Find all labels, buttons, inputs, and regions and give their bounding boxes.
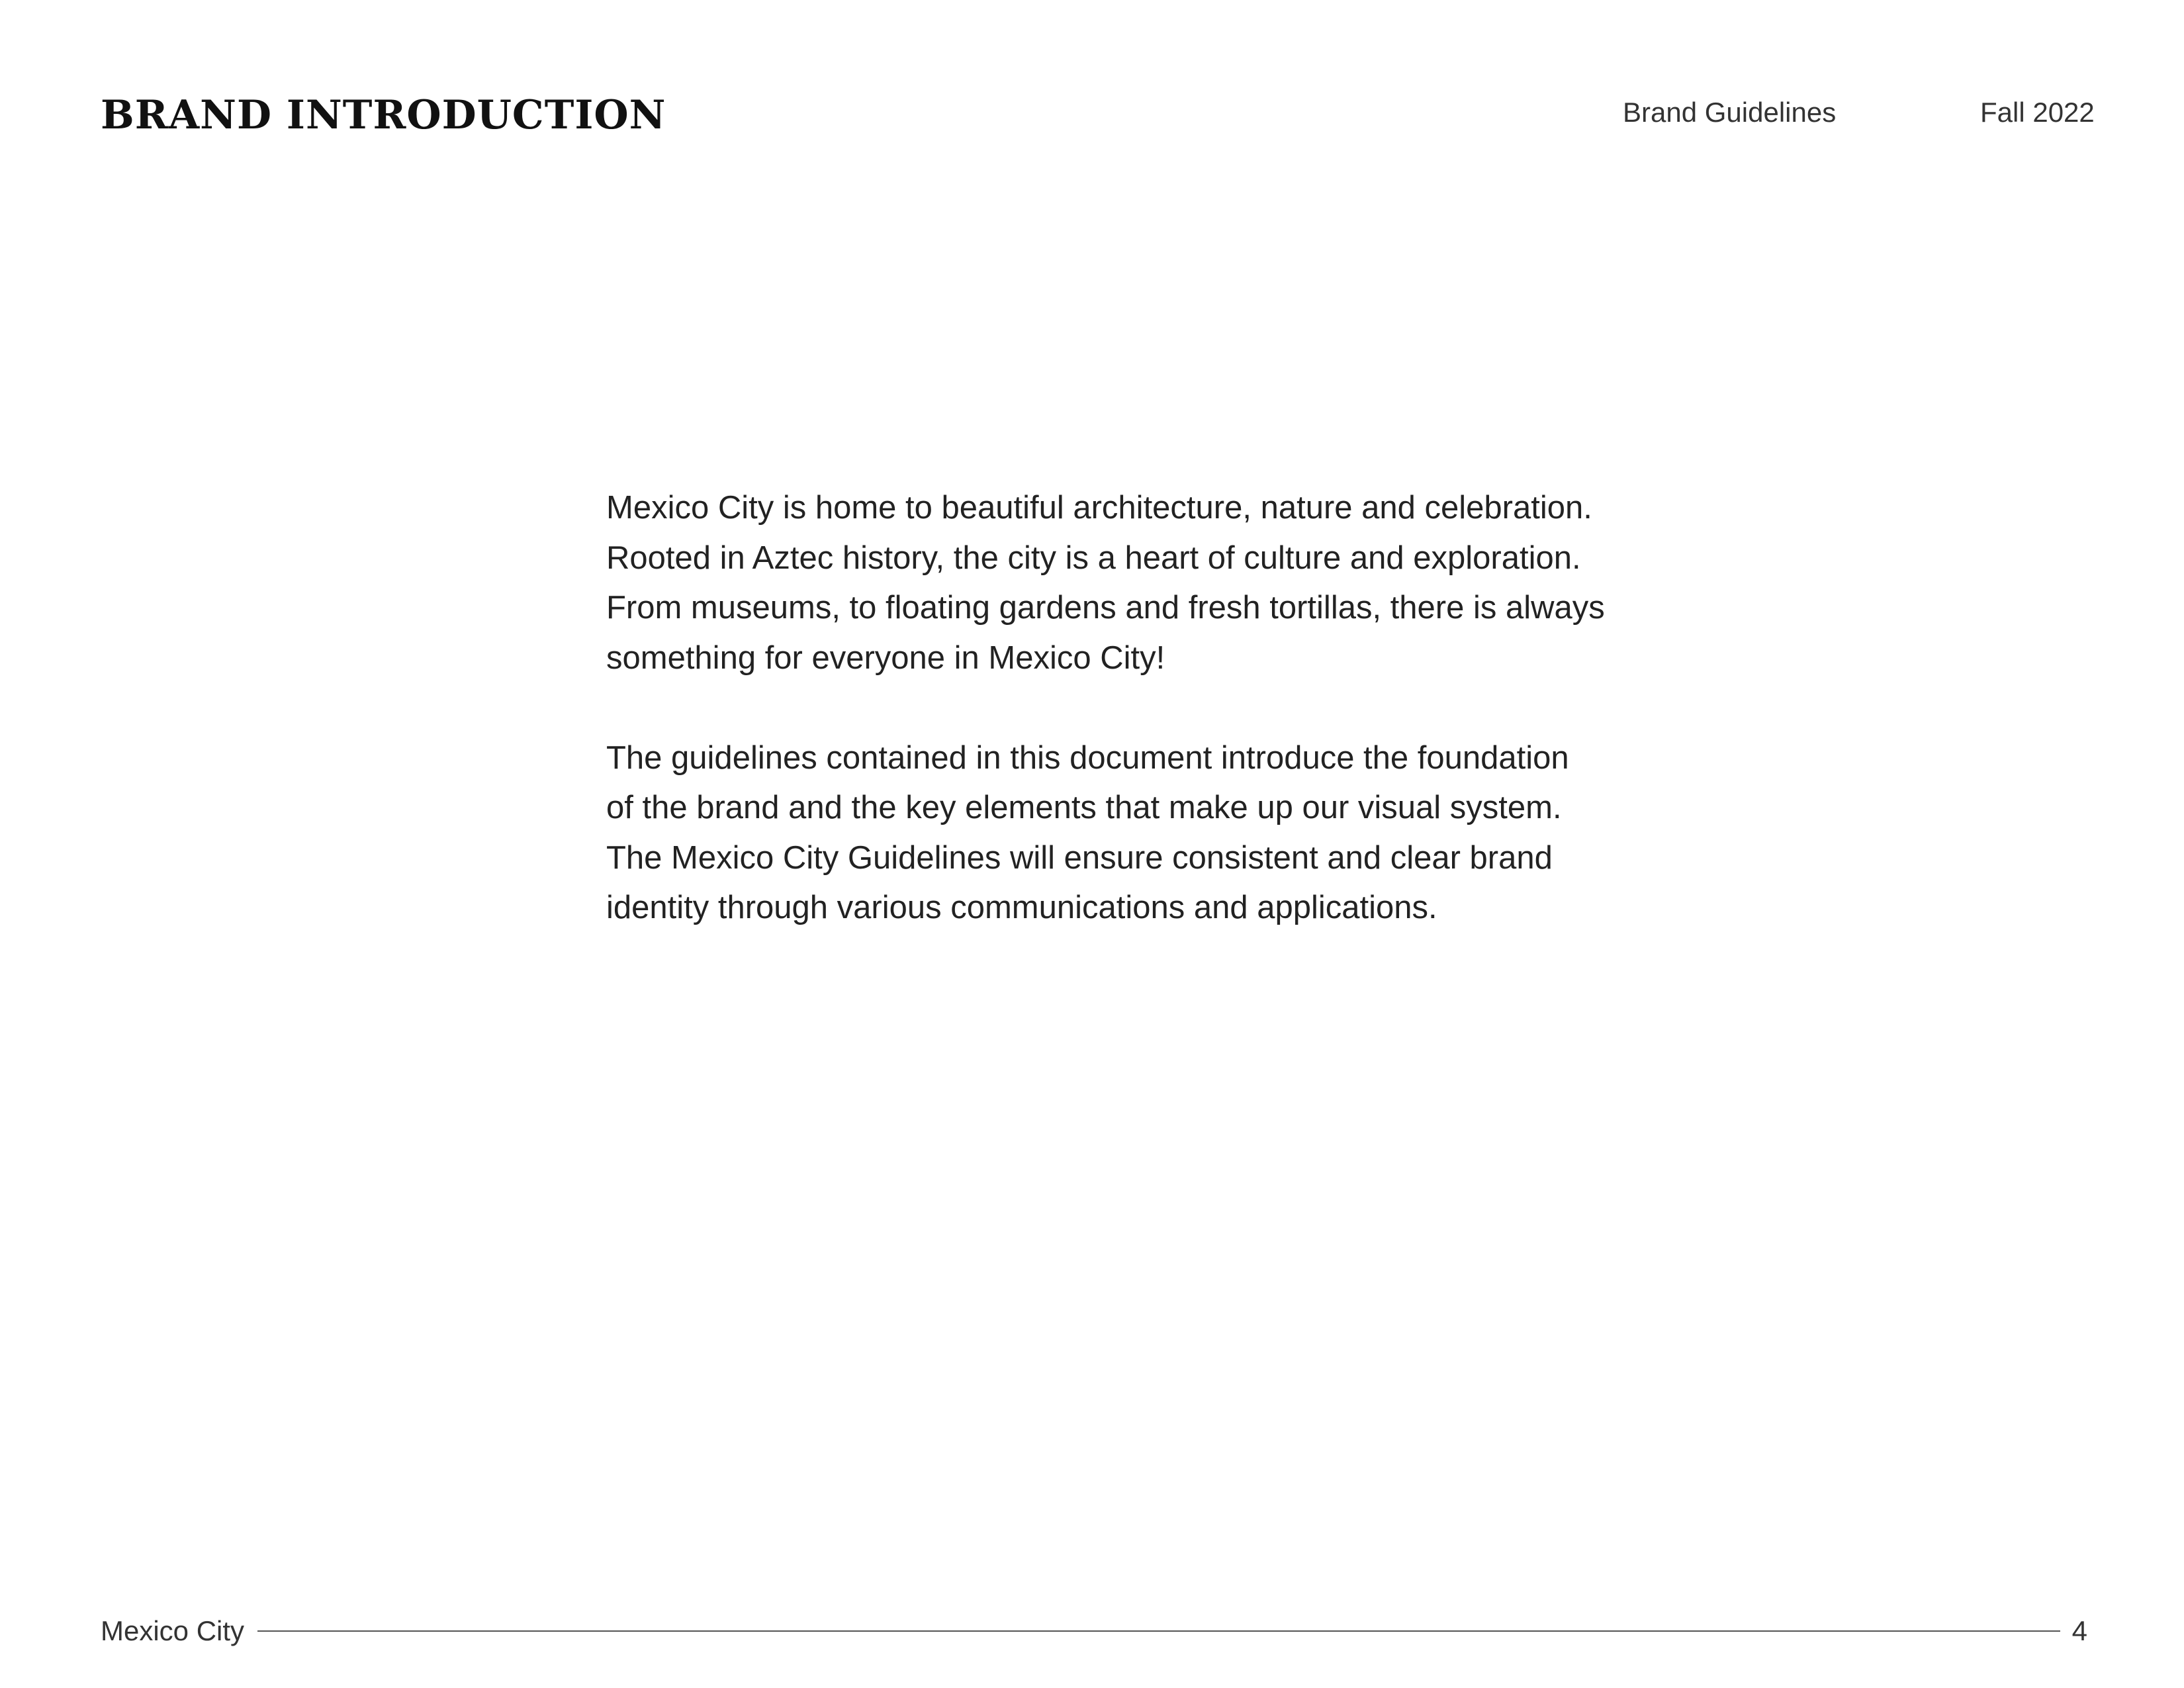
text-line: From museums, to floating gardens and fresh tortillas, there is always <box>606 590 1605 626</box>
text-line: identity through various communications and applications. <box>606 890 1437 925</box>
page-footer <box>101 1613 2087 1650</box>
footer-divider <box>257 1630 2060 1632</box>
text-line: The Mexico City Guidelines will ensure consistent and clear brand <box>606 839 1553 876</box>
intro-paragraph-2 <box>606 733 1678 933</box>
intro-body <box>606 483 1678 933</box>
intro-paragraph-1 <box>606 483 1678 683</box>
text-line: of the brand and the key elements that make up our visual system. <box>606 790 1562 825</box>
text-line: Rooted in Aztec history, the city is a heart of culture and exploration. <box>606 539 1581 576</box>
page-number: 4 <box>2071 1615 2087 1646</box>
document-name: Brand Guidelines <box>1623 97 1837 128</box>
edition-date: Fall 2022 <box>1980 97 2095 128</box>
paragraph-spacer <box>606 683 1678 733</box>
section-title: BRAND INTRODUCTION <box>101 92 666 138</box>
footer-label: Mexico City <box>101 1615 245 1646</box>
text-line: The guidelines contained in this document introduce the foundation <box>606 739 1569 776</box>
text-line: Mexico City is home to beautiful architecture, nature and celebration. <box>606 490 1592 526</box>
text-line: something for everyone in Mexico City! <box>606 639 1165 676</box>
